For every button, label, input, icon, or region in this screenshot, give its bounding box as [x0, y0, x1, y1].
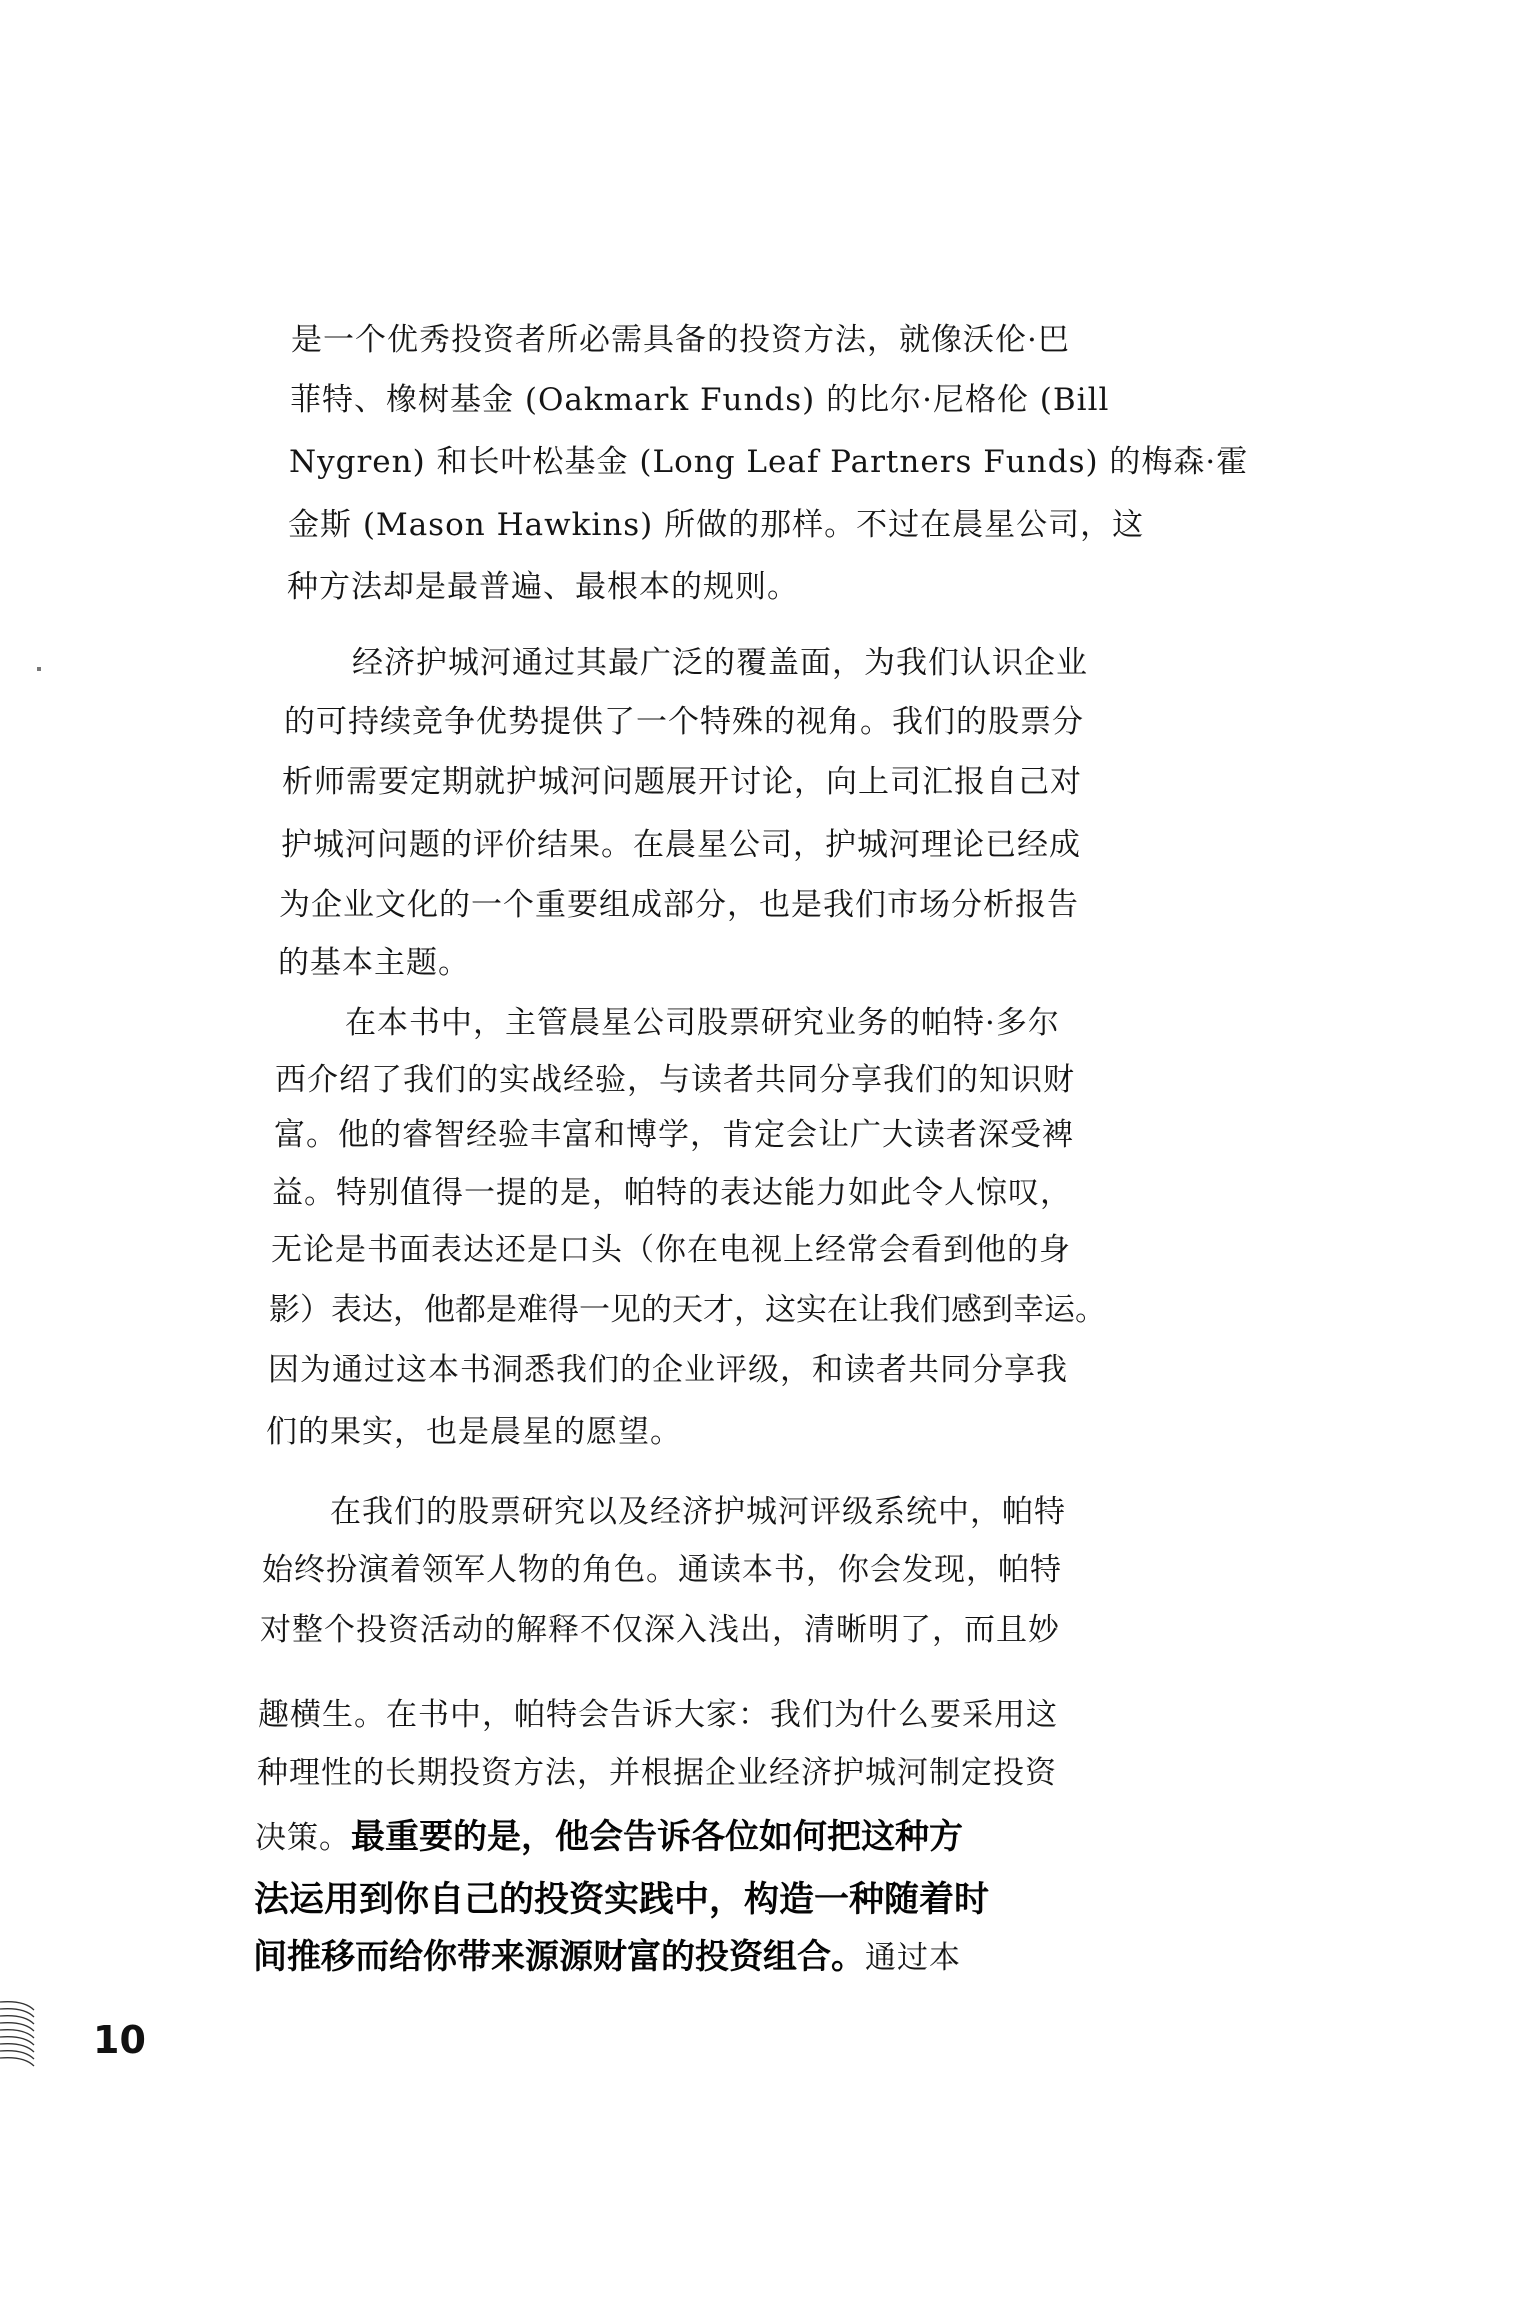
text-line: 是一个优秀投资者所必需具备的投资方法，就像沃伦·巴	[291, 322, 1070, 358]
text-line: 西介绍了我们的实战经验，与读者共同分享我们的知识财	[275, 1062, 1075, 1098]
text-line: 种理性的长期投资方法，并根据企业经济护城河制定投资	[257, 1755, 1057, 1791]
text-line: 种方法却是最普遍、最根本的规则。	[287, 569, 799, 605]
text-line: 益。特别值得一提的是，帕特的表达能力如此令人惊叹，	[272, 1175, 1072, 1211]
text-line: 菲特、橡树基金 (Oakmark Funds) 的比尔·尼格伦 (Bill	[290, 382, 1110, 418]
text-line: 们的果实，也是晨星的愿望。	[266, 1414, 682, 1450]
text-line: 趣横生。在书中，帕特会告诉大家：我们为什么要采用这	[258, 1697, 1058, 1733]
text-line-indented: 在本书中，主管晨星公司股票研究业务的帕特·多尔	[345, 1005, 1060, 1041]
normal-text: 通过本	[865, 1940, 961, 1976]
text-line: 为企业文化的一个重要组成部分，也是我们市场分析报告	[279, 887, 1079, 923]
scan-speck	[37, 667, 41, 671]
page-number: 10	[93, 2018, 146, 2062]
text-line: 的可持续竞争优势提供了一个特殊的视角。我们的股票分	[284, 704, 1084, 740]
text-line: 富。他的睿智经验丰富和博学，肯定会让广大读者深受裨	[274, 1117, 1074, 1153]
normal-text: 决策。	[255, 1820, 351, 1856]
page-edge-lines-icon	[0, 2000, 40, 2072]
text-line: 影）表达，他都是难得一见的天才，这实在让我们感到幸运。	[269, 1292, 1106, 1328]
text-line: 因为通过这本书洞悉我们的企业评级，和读者共同分享我	[268, 1352, 1068, 1388]
text-line-indented: 经济护城河通过其最广泛的覆盖面，为我们认识企业	[352, 645, 1088, 681]
text-line: 始终扮演着领军人物的角色。通读本书，你会发现，帕特	[262, 1552, 1062, 1588]
text-line-mixed	[253, 1937, 961, 1978]
emphasized-text-line: 法运用到你自己的投资实践中，构造一种随着时	[254, 1879, 990, 1920]
emphasized-text: 间推移而给你带来源源财富的投资组合。	[253, 1937, 865, 1977]
text-line: Nygren) 和长叶松基金 (Long Leaf Partners Funds) 的梅森·霍	[289, 444, 1249, 480]
text-line: 的基本主题。	[278, 945, 470, 981]
text-line-mixed	[255, 1817, 963, 1858]
text-line: 无论是书面表达还是口头（你在电视上经常会看到他的身	[271, 1232, 1071, 1268]
text-line: 金斯 (Mason Hawkins) 所做的那样。不过在晨星公司，这	[288, 507, 1145, 543]
text-line: 对整个投资活动的解释不仅深入浅出，清晰明了，而且妙	[260, 1612, 1060, 1648]
text-line: 析师需要定期就护城河问题展开讨论，向上司汇报自己对	[282, 764, 1082, 800]
text-line: 护城河问题的评价结果。在晨星公司，护城河理论已经成	[281, 827, 1081, 863]
text-line-indented: 在我们的股票研究以及经济护城河评级系统中，帕特	[330, 1494, 1066, 1530]
emphasized-text: 最重要的是，他会告诉各位如何把这种方	[351, 1817, 963, 1857]
